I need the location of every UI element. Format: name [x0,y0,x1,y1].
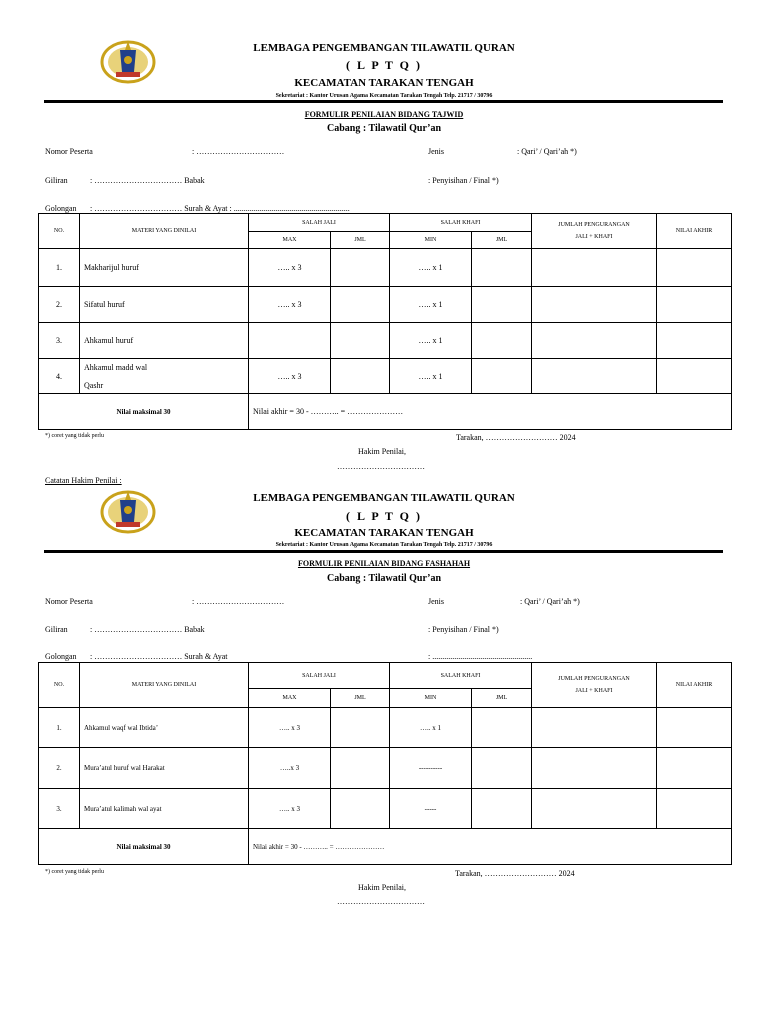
header-jumlah: JUMLAH PENGURANGAN JALI + KHAFI [532,663,657,708]
row-jml-khafi[interactable] [472,748,532,789]
row-materi: Mura’atul huruf wal Harakat [80,748,249,789]
nilai-maksimal: Nilai maksimal 30 [39,394,249,430]
row-jml-khafi[interactable] [472,249,532,287]
row-min[interactable]: ---------- [390,748,472,789]
row-min[interactable]: ….. x 1 [390,249,472,287]
jenis-field[interactable]: : Qari’ / Qari’ah *) [517,147,577,156]
golongan-field[interactable]: : …………………………… Surah & Ayat : .......................................................... [90,204,350,213]
header-jml: JML [331,689,390,708]
golongan-label: Golongan [45,204,77,213]
row-jml-khafi[interactable] [472,323,532,359]
giliran-label: Giliran [45,176,68,185]
row-jumlah[interactable] [532,249,657,287]
row-min[interactable]: ….. x 1 [390,708,472,748]
row-nilai[interactable] [657,287,732,323]
row-nilai[interactable] [657,359,732,394]
babak-field[interactable]: : Penyisihan / Final *) [428,625,499,634]
nomor-peserta-field[interactable]: : …………………………… [192,147,285,156]
row-jml-khafi[interactable] [472,708,532,748]
table-row [39,359,732,394]
header-jml: JML [472,689,532,708]
row-materi: Ahkamul huruf [80,323,249,359]
header-jumlah: JUMLAH PENGURANGAN JALI + KHAFI [532,214,657,249]
nomor-peserta-field[interactable]: : …………………………… [192,597,285,606]
nomor-peserta-label: Nomor Peserta [45,147,93,156]
row-max[interactable] [249,323,331,359]
place-date[interactable]: Tarakan, ……………………… 2024 [456,433,576,442]
row-jumlah[interactable] [532,287,657,323]
row-jml-jali[interactable] [331,287,390,323]
row-max[interactable]: ….. x 3 [249,359,331,394]
footnote: *) coret yang tidak perlu [45,433,104,439]
header-salah-jali: SALAH JALI [249,663,390,689]
row-max[interactable]: …..x 3 [249,748,331,789]
row-jumlah[interactable] [532,359,657,394]
district-title: KECAMATAN TARAKAN TENGAH [294,527,474,539]
table-row [39,829,732,865]
surah-ayat-field[interactable]: : .................................................. [428,652,533,661]
signature-line[interactable]: …………………………… [337,462,425,471]
row-jumlah[interactable] [532,323,657,359]
secretariat-line: Sekretariat : Kantor Urusan Agama Kecamatan Tarakan Tengah Telp. 21717 / 30796 [275,542,493,548]
header-salah-jali: SALAH JALI [249,214,390,232]
place-date[interactable]: Tarakan, ……………………… 2024 [455,869,575,878]
district-title: KECAMATAN TARAKAN TENGAH [294,77,474,89]
row-nilai[interactable] [657,748,732,789]
header-jml: JML [472,232,532,249]
table-row [39,748,732,789]
row-jml-khafi[interactable] [472,789,532,829]
row-jml-khafi[interactable] [472,359,532,394]
table-row [39,394,732,430]
header-materi: MATERI YANG DINILAI [80,663,249,708]
table-row [39,287,732,323]
form-title: FORMULIR PENILAIAN BIDANG FASHAHAH [297,559,471,568]
babak-field[interactable]: : Penyisihan / Final *) [428,176,499,185]
giliran-field[interactable]: : …………………………… Babak [90,176,205,185]
jenis-field[interactable]: : Qari’ / Qari’ah *) [520,597,580,606]
row-jml-jali[interactable] [331,789,390,829]
row-materi: Ahkamul waqf wal Ibtida’ [80,708,249,748]
row-nilai[interactable] [657,708,732,748]
header-salah-khafi: SALAH KHAFI [390,663,532,689]
row-jumlah[interactable] [532,748,657,789]
org-abbr: ( L P T Q ) [346,509,422,523]
nilai-formula[interactable]: Nilai akhir = 30 - ……….. = ………………… [249,394,732,430]
nilai-maksimal: Nilai maksimal 30 [39,829,249,865]
row-no: 1. [39,249,80,287]
header-salah-khafi: SALAH KHAFI [390,214,532,232]
row-jumlah[interactable] [532,708,657,748]
table-row [39,789,732,829]
row-jml-jali[interactable] [331,708,390,748]
secretariat-line: Sekretariat : Kantor Urusan Agama Kecamatan Tarakan Tengah Telp. 21717 / 30796 [275,93,493,99]
row-max[interactable]: ….. x 3 [249,789,331,829]
row-min[interactable]: ….. x 1 [390,359,472,394]
giliran-field[interactable]: : …………………………… Babak [90,625,205,634]
row-materi: Sifatul huruf [80,287,249,323]
nilai-formula[interactable]: Nilai akhir = 30 - ……….. = ………………… [249,829,732,865]
cabang-label: Cabang : Tilawatil Qur’an [327,123,441,134]
header-no: NO. [39,663,80,708]
row-materi: Ahkamul madd wal Qashr [80,359,249,394]
header-max: MAX [249,232,331,249]
header-materi: MATERI YANG DINILAI [80,214,249,249]
header-jml: JML [331,232,390,249]
row-min[interactable]: ----- [390,789,472,829]
row-nilai[interactable] [657,323,732,359]
header-nilai-akhir: NILAI AKHIR [657,663,732,708]
row-no: 2. [39,748,80,789]
cabang-label: Cabang : Tilawatil Qur’an [327,573,441,584]
table-row [39,249,732,287]
nomor-peserta-label: Nomor Peserta [45,597,93,606]
golongan-field[interactable]: : …………………………… Surah & Ayat [90,652,228,661]
org-title: LEMBAGA PENGEMBANGAN TILAWATIL QURAN [253,492,515,504]
row-min[interactable]: ….. x 1 [390,323,472,359]
tajwid-score-table [38,213,732,430]
hakim-label: Hakim Penilai, [358,883,406,892]
row-max[interactable]: ….. x 3 [249,287,331,323]
header-rule [44,100,723,103]
row-jumlah[interactable] [532,789,657,829]
form-title: FORMULIR PENILAIAN BIDANG TAJWID [304,110,464,119]
row-no: 4. [39,359,80,394]
org-abbr: ( L P T Q ) [346,58,422,72]
catatan-label: Catatan Hakim Penilai : [45,476,122,485]
footnote: *) coret yang tidak perlu [45,869,104,875]
row-nilai[interactable] [657,249,732,287]
header-min: MIN [390,232,472,249]
header-max: MAX [249,689,331,708]
row-max[interactable]: ….. x 3 [249,249,331,287]
row-no: 3. [39,789,80,829]
jenis-label: Jenis [428,147,444,156]
org-title: LEMBAGA PENGEMBANGAN TILAWATIL QURAN [253,42,515,54]
table-row [39,708,732,748]
header-no: NO. [39,214,80,249]
row-max[interactable]: ….. x 3 [249,708,331,748]
signature-line[interactable]: …………………………… [337,897,425,906]
row-jml-jali[interactable] [331,359,390,394]
row-materi: Makharijul huruf [80,249,249,287]
fashahah-score-table [38,662,732,865]
golongan-label: Golongan [45,652,77,661]
table-row [39,323,732,359]
row-no: 3. [39,323,80,359]
row-materi: Mura’atul kalimah wal ayat [80,789,249,829]
row-no: 2. [39,287,80,323]
row-jml-khafi[interactable] [472,287,532,323]
row-jml-jali[interactable] [331,323,390,359]
jenis-label: Jenis [428,597,444,606]
header-min: MIN [390,689,472,708]
row-nilai[interactable] [657,789,732,829]
row-jml-jali[interactable] [331,748,390,789]
header-rule [44,550,723,553]
row-jml-jali[interactable] [331,249,390,287]
header-nilai-akhir: NILAI AKHIR [657,214,732,249]
row-min[interactable]: ….. x 1 [390,287,472,323]
giliran-label: Giliran [45,625,68,634]
row-no: 1. [39,708,80,748]
hakim-label: Hakim Penilai, [358,447,406,456]
